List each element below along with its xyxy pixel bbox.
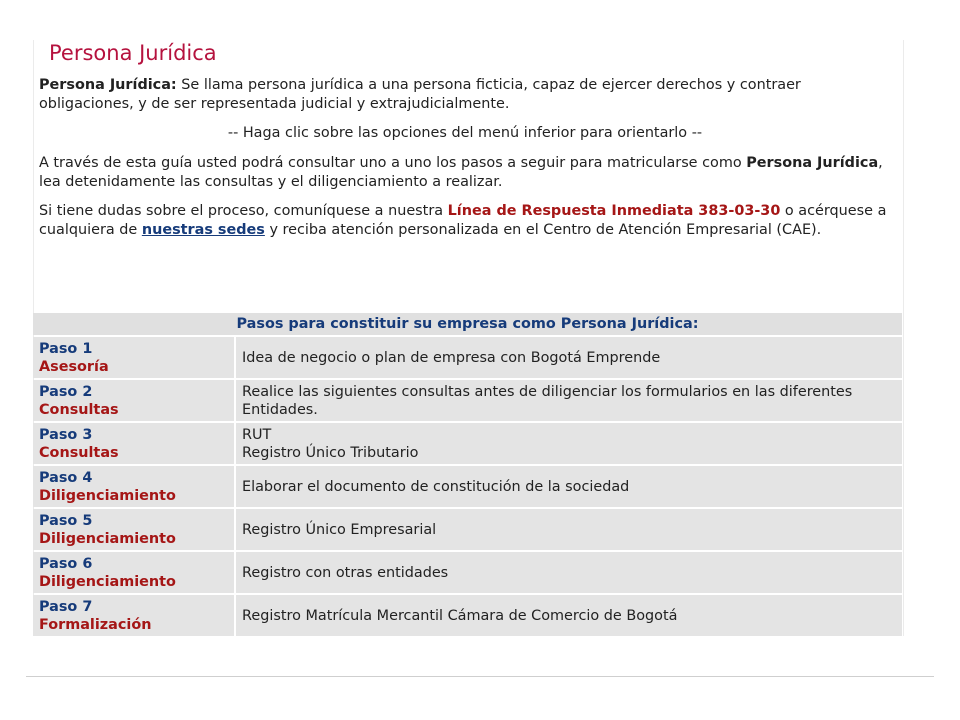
step-cell[interactable] — [33, 380, 236, 421]
steps-table — [33, 311, 902, 638]
step-cell[interactable] — [33, 337, 236, 378]
step-category: Consultas — [39, 401, 119, 418]
step-desc-text: RUT — [242, 426, 272, 443]
step-desc-text: Registro Matrícula Mercantil Cámara de Comercio de Bogotá — [242, 607, 678, 624]
table-row-step-3[interactable] — [33, 423, 902, 464]
table-row-step-2[interactable] — [33, 380, 902, 421]
step-number: Paso 2 — [39, 383, 93, 400]
step-description — [236, 380, 902, 421]
step-cell[interactable] — [33, 509, 236, 550]
intro-paragraph — [39, 76, 891, 114]
step-number: Paso 1 — [39, 340, 93, 357]
step-category: Diligenciamiento — [39, 487, 176, 504]
step-cell[interactable] — [33, 552, 236, 593]
step-category: Diligenciamiento — [39, 573, 176, 590]
step-desc-text: Idea de negocio o plan de empresa con Bogotá Emprende — [242, 349, 661, 366]
table-row-step-7[interactable] — [33, 595, 902, 636]
step-number: Paso 5 — [39, 512, 93, 529]
contact-text-middle: o acérquese a cualquiera de — [39, 203, 887, 238]
guide-text-after: , lea detenidamente las consultas y el diligenciamiento a realizar. — [39, 155, 883, 190]
main-content — [39, 76, 891, 240]
step-cell[interactable] — [33, 423, 236, 464]
step-category: Diligenciamiento — [39, 530, 176, 547]
step-description — [236, 337, 902, 378]
guide-term: Persona Jurídica — [746, 155, 879, 171]
guide-paragraph — [39, 154, 891, 192]
step-number: Paso 4 — [39, 469, 93, 486]
table-row-step-6[interactable] — [33, 552, 902, 593]
menu-hint: -- Haga clic sobre las opciones del menú inferior para orientarlo -- — [227, 125, 703, 141]
sedes-link[interactable]: nuestras sedes — [141, 222, 265, 238]
table-row-step-4[interactable] — [33, 466, 902, 507]
step-desc-text: Registro con otras entidades — [242, 564, 449, 581]
table-row-step-1[interactable] — [33, 337, 902, 378]
contact-paragraph — [39, 202, 891, 240]
step-description — [236, 595, 902, 636]
intro-definition: Se llama persona jurídica a una persona ficticia, capaz de ejercer derechos y contraer obligaciones, y de ser representada judicial y extrajudicialmente. — [39, 77, 801, 112]
step-desc-text: Elaborar el documento de constitución de la sociedad — [242, 478, 630, 495]
step-category: Formalización — [39, 616, 152, 633]
step-description — [236, 552, 902, 593]
intro-term: Persona Jurídica: — [39, 77, 177, 93]
guide-text-before: A través de esta guía usted podrá consultar uno a uno los pasos a seguir para matricularse como — [39, 155, 747, 171]
step-cell[interactable] — [33, 595, 236, 636]
step-number: Paso 3 — [39, 426, 93, 443]
step-desc-text: Registro Único Empresarial — [242, 521, 437, 538]
step-description — [236, 466, 902, 507]
step-description — [236, 423, 902, 464]
table-row-step-5[interactable] — [33, 509, 902, 550]
step-category: Consultas — [39, 444, 119, 461]
step-desc-subtext: Registro Único Tributario — [242, 444, 419, 461]
step-description — [236, 509, 902, 550]
page-title: Persona Jurídica — [49, 41, 217, 65]
footer-divider — [26, 676, 934, 677]
step-desc-text: Realice las siguientes consultas antes de diligenciar los formularios en las diferentes Entidades. — [242, 383, 853, 418]
step-cell[interactable] — [33, 466, 236, 507]
step-category: Asesoría — [39, 358, 109, 375]
contact-text-after: y reciba atención personalizada en el Centro de Atención Empresarial (CAE). — [264, 222, 822, 238]
step-number: Paso 6 — [39, 555, 93, 572]
step-number: Paso 7 — [39, 598, 93, 615]
steps-table-header: Pasos para constituir su empresa como Persona Jurídica: — [33, 313, 902, 335]
contact-text-before: Si tiene dudas sobre el proceso, comuníquese a nuestra — [39, 203, 448, 219]
hotline-text: Línea de Respuesta Inmediata 383-03-30 — [447, 203, 781, 219]
